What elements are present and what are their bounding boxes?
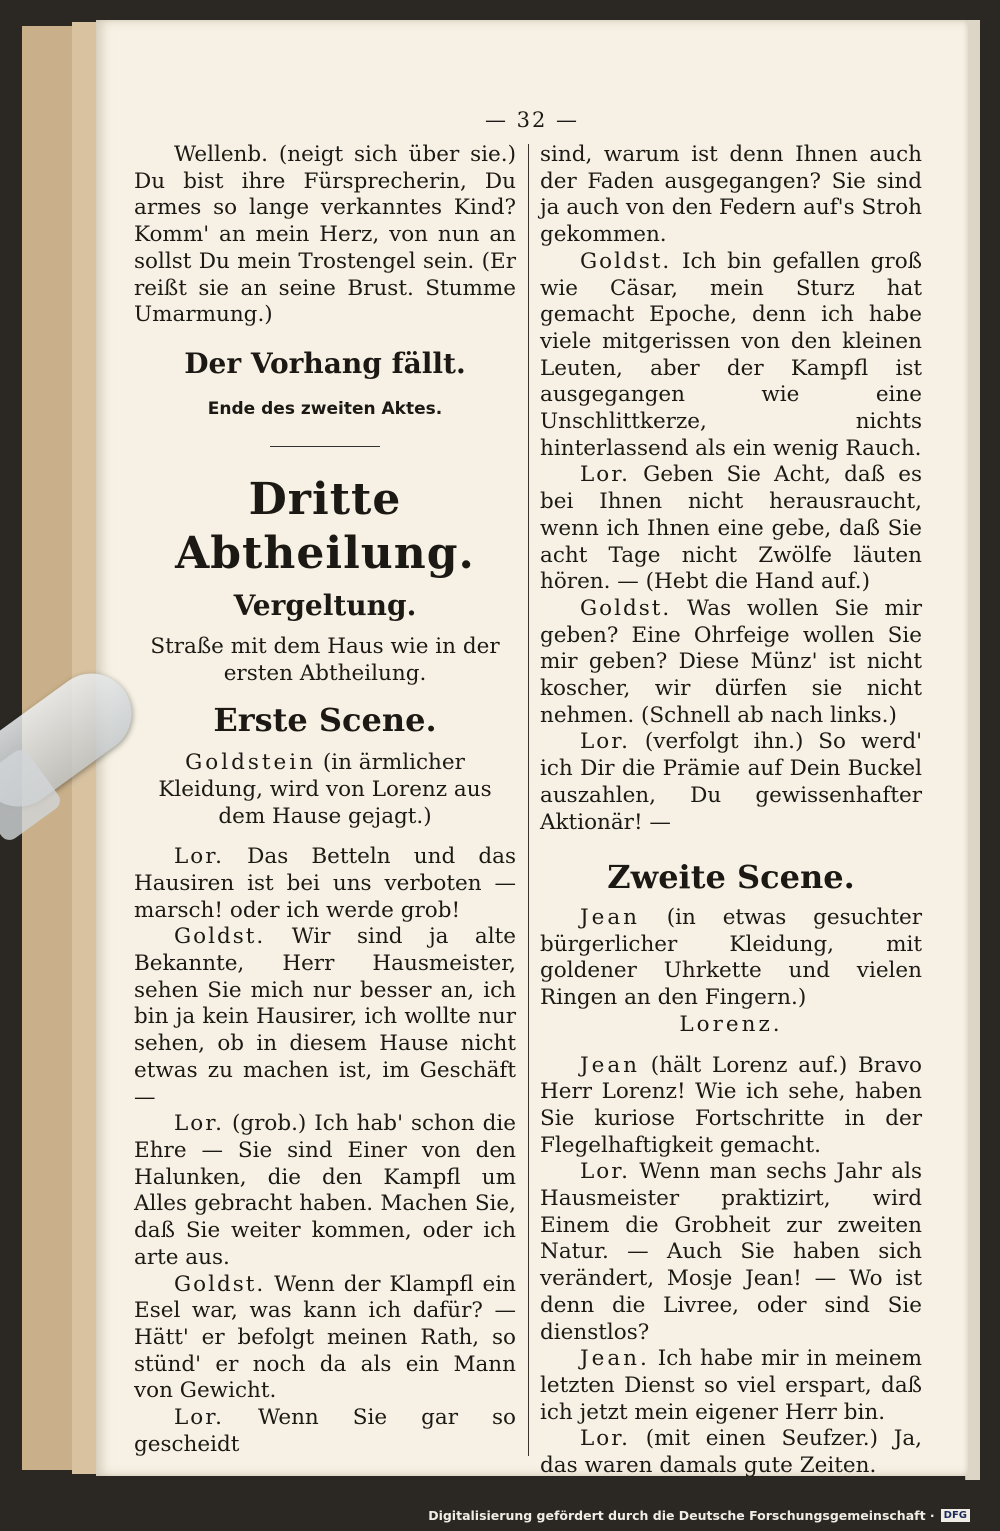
line-text: Was wollen Sie mir geben? Eine Ohrfeige wollen Sie mir geben? Diese Münz' ist nicht koscher, wir dürfen sie nicht nehmen. (Schnell ab nach links.)	[540, 595, 922, 728]
left-column	[134, 142, 516, 1458]
line-text: Wir sind ja alte Bekannte, Herr Hausmeister, sehen Sie mich nur besser an, ich bin ja kein Hausirer, ich wollte nur sehen, ob in diesem Hause nicht etwas zu machen ist, im Geschäft —	[134, 924, 516, 1110]
right-column	[540, 142, 922, 1480]
stage-text: (in ärmlicher Kleidung, wird von Lorenz aus dem Hause gejagt.)	[158, 750, 492, 829]
stage-character: Lorenz.	[679, 1011, 783, 1037]
dialogue-line	[540, 1426, 922, 1479]
line-text: Wenn der Klampfl ein Esel war, was kann ich dafür? — Hätt' er befolgt meinen Rath, so stünd' er noch da als ein Mann von Gewicht.	[134, 1271, 516, 1404]
book-page	[96, 20, 968, 1479]
section-subtitle: Vergeltung.	[233, 589, 417, 623]
speaker-name: Lor.	[580, 1426, 630, 1452]
line-text: Ich habe mir in meinem letzten Dienst so viel erspart, daß ich jetzt mein eigener Herr bin.	[540, 1346, 922, 1425]
dialogue-line	[540, 1346, 922, 1426]
speaker-name: Lor.	[174, 1405, 224, 1431]
speaker-name: Goldst.	[174, 1271, 266, 1297]
dialogue-line	[134, 1405, 516, 1458]
dialogue-line	[134, 1272, 516, 1406]
line-text: Wenn Sie gar so gescheidt	[134, 1405, 516, 1457]
footer-text: Digitalisierung gefördert durch die Deutsche Forschungsgemeinschaft ·	[428, 1508, 935, 1523]
speaker-name: Jean	[580, 904, 641, 930]
speaker-name: Lor.	[580, 462, 630, 488]
line-text: Geben Sie Acht, daß es bei Ihnen nicht herausraucht, wenn ich Ihnen eine gebe, daß Sie acht Tage nicht Zwölfe läuten hören. — (Hebt die Hand auf.)	[540, 462, 922, 595]
line-text: Wenn man sechs Jahr als Hausmeister praktizirt, wird Einem die Grobheit zur zweiten Natur. — Auch Sie haben sich verändert, Mosje Jean! — Wo ist denn die Livree, oder sind Sie dienstlos?	[540, 1159, 922, 1345]
line-text: (grob.) Ich hab' schon die Ehre — Sie sind Einer von den Halunken, die den Kampfl um Alles gebracht haben. Machen Sie, daß Sie weiter kommen, oder ich arte aus.	[134, 1111, 516, 1270]
speaker-name: Lor.	[174, 1111, 224, 1137]
section-title: Dritte Abtheilung.	[175, 474, 475, 580]
speaker-name: Goldst.	[174, 924, 266, 950]
scene-title: Zweite Scene.	[607, 858, 855, 897]
speaker-name: Goldst.	[580, 248, 672, 274]
act-end: Ende des zweiten Aktes.	[207, 398, 443, 419]
paragraph: sind, warum ist denn Ihnen auch der Faden ausgegangen? Sie sind ja auch von den Federn auf's Stroh gekommen.	[540, 142, 922, 248]
dialogue-line	[540, 596, 922, 730]
dialogue-line	[134, 924, 516, 1111]
column-divider	[528, 144, 529, 1456]
dialogue-line	[540, 462, 922, 596]
speaker-name: Lor.	[580, 729, 630, 755]
digitization-footer	[428, 1508, 970, 1523]
speaker-name: Goldstein	[185, 750, 316, 776]
stage-direction	[134, 750, 516, 830]
dialogue-line	[134, 844, 516, 924]
dialogue-line	[540, 1159, 922, 1346]
dialogue-line	[540, 1053, 922, 1160]
dfg-logo: DFG	[941, 1509, 970, 1522]
line-text: (hält Lorenz auf.) Bravo Herr Lorenz! Wie ich sehe, haben Sie kuriose Fortschritte in der Flegelhaftigkeit gemacht.	[540, 1052, 922, 1158]
dialogue-line	[540, 249, 922, 463]
line-text: (mit einen Seufzer.) Ja, das waren damals gute Zeiten.	[540, 1426, 922, 1479]
line-text: Ich bin gefallen groß wie Cäsar, mein Sturz hat gemacht Epoche, denn ich habe viele mitgerissen von den kleinen Leuten, aber der Kampfl ist ausgegangen wie eine Unschlittkerze, nichts hinterlassend als ein wenig Rauch.	[540, 248, 922, 461]
stage-text: (in etwas gesuchter bürgerlicher Kleidung, mit goldener Uhrkette und vielen Ringen an den Fingern.)	[540, 904, 922, 1011]
scene-title: Erste Scene.	[213, 701, 437, 740]
stage-direction	[540, 905, 922, 1012]
divider-rule	[270, 446, 380, 447]
page-number: — 32 —	[484, 108, 580, 132]
line-text: Das Betteln und das Hausiren ist bei uns verboten — marsch! oder ich werde grob!	[134, 844, 516, 923]
speaker-name: Lor.	[174, 844, 224, 870]
dialogue-line	[540, 729, 922, 836]
speaker-name: Goldst.	[580, 595, 672, 621]
paragraph: Wellenb. (neigt sich über sie.) Du bist ihre Fürsprecherin, Du armes so lange verkanntes Kind? Komm' an mein Herz, von nun an sollst Du mein Trostengel sein. (Er reißt sie an seine Brust. Stumme Umarmung.)	[134, 142, 516, 328]
speaker-name: Lor.	[580, 1159, 630, 1185]
dialogue-line	[134, 1111, 516, 1271]
speaker-name: Jean.	[580, 1346, 650, 1372]
curtain-falls: Der Vorhang fällt.	[184, 346, 466, 380]
stage-setting: Straße mit dem Haus wie in der ersten Abtheilung.	[150, 634, 500, 686]
speaker-name: Jean	[580, 1052, 641, 1078]
line-text: (verfolgt ihn.) So werd' ich Dir die Prämie auf Dein Buckel auszahlen, Du gewissenhafter Aktionär! —	[540, 729, 922, 835]
